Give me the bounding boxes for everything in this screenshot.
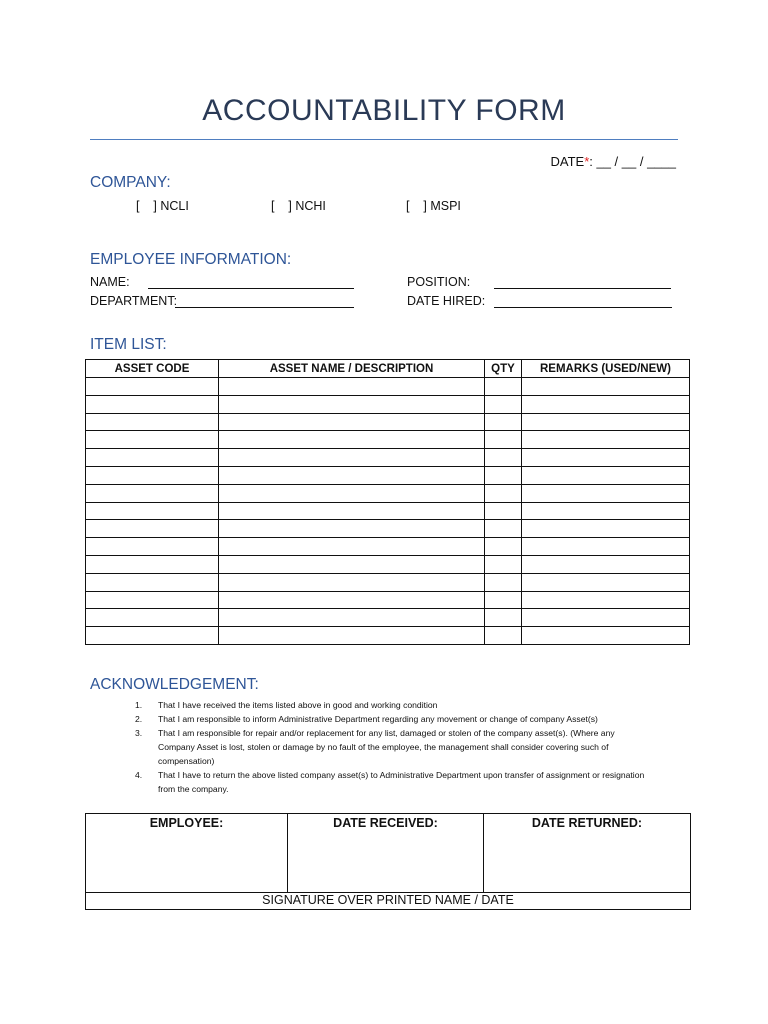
- table-row[interactable]: [86, 431, 690, 449]
- item-list-heading: ITEM LIST:: [90, 336, 167, 353]
- department-field[interactable]: [175, 295, 354, 308]
- qty-cell[interactable]: [485, 378, 522, 396]
- remarks-cell[interactable]: [522, 591, 690, 609]
- asset-name-cell[interactable]: [219, 466, 485, 484]
- asset-code-cell[interactable]: [86, 609, 219, 627]
- date-field[interactable]: [550, 154, 676, 169]
- remarks-cell[interactable]: [522, 573, 690, 591]
- date-received-cell[interactable]: [288, 814, 484, 893]
- asset-code-cell[interactable]: [86, 431, 219, 449]
- table-row[interactable]: [86, 466, 690, 484]
- remarks-cell[interactable]: [522, 538, 690, 556]
- item-number: 4.: [135, 770, 143, 780]
- acknowledgement-list: [135, 698, 650, 796]
- name-label: NAME:: [90, 275, 130, 289]
- table-row[interactable]: [86, 520, 690, 538]
- asset-name-cell[interactable]: [219, 413, 485, 431]
- item-text: That I am responsible to inform Administrative Department regarding any movement or change of company Asset(s): [158, 714, 598, 724]
- remarks-cell[interactable]: [522, 502, 690, 520]
- list-item: [135, 712, 650, 726]
- asset-code-cell[interactable]: [86, 573, 219, 591]
- signature-caption: SIGNATURE OVER PRINTED NAME / DATE: [86, 893, 691, 910]
- table-row[interactable]: [86, 627, 690, 645]
- position-field[interactable]: [494, 276, 671, 289]
- remarks-cell[interactable]: [522, 466, 690, 484]
- remarks-cell[interactable]: [522, 520, 690, 538]
- remarks-cell[interactable]: [522, 555, 690, 573]
- table-row[interactable]: [86, 502, 690, 520]
- company-heading: COMPANY:: [90, 174, 171, 191]
- date-returned-label: DATE RETURNED:: [531, 816, 643, 830]
- table-row[interactable]: [86, 538, 690, 556]
- qty-cell[interactable]: [485, 484, 522, 502]
- list-item: [135, 698, 650, 712]
- column-asset-code: ASSET CODE: [86, 360, 219, 378]
- qty-cell[interactable]: [485, 555, 522, 573]
- table-row[interactable]: [86, 395, 690, 413]
- column-qty: QTY: [485, 360, 522, 378]
- company-option-mspi[interactable]: [406, 199, 461, 213]
- item-text: That I have received the items listed above in good and working condition: [158, 700, 438, 710]
- qty-cell[interactable]: [485, 627, 522, 645]
- qty-cell[interactable]: [485, 502, 522, 520]
- asset-name-cell[interactable]: [219, 573, 485, 591]
- item-number: 1.: [135, 700, 143, 710]
- remarks-cell[interactable]: [522, 627, 690, 645]
- checkbox-nchi[interactable]: [ ]: [271, 199, 292, 213]
- qty-cell[interactable]: [485, 449, 522, 467]
- asset-name-cell[interactable]: [219, 520, 485, 538]
- qty-cell[interactable]: [485, 538, 522, 556]
- asset-code-cell[interactable]: [86, 466, 219, 484]
- company-option-ncli[interactable]: [136, 199, 189, 213]
- table-row[interactable]: [86, 484, 690, 502]
- asset-code-cell[interactable]: [86, 591, 219, 609]
- asset-code-cell[interactable]: [86, 413, 219, 431]
- asset-code-cell[interactable]: [86, 627, 219, 645]
- list-item: [135, 768, 650, 796]
- asset-code-cell[interactable]: [86, 555, 219, 573]
- asset-code-cell[interactable]: [86, 395, 219, 413]
- employee-signature-cell[interactable]: [86, 814, 288, 893]
- option-label-mspi: MSPI: [430, 199, 461, 213]
- asset-code-cell[interactable]: [86, 378, 219, 396]
- qty-cell[interactable]: [485, 413, 522, 431]
- table-row[interactable]: [86, 591, 690, 609]
- signature-footer-row: [86, 893, 691, 910]
- table-row[interactable]: [86, 449, 690, 467]
- column-remarks: REMARKS (USED/NEW): [522, 360, 690, 378]
- date-hired-field[interactable]: [494, 295, 672, 308]
- qty-cell[interactable]: [485, 431, 522, 449]
- asset-name-cell[interactable]: [219, 627, 485, 645]
- asset-name-cell[interactable]: [219, 609, 485, 627]
- asset-name-cell[interactable]: [219, 431, 485, 449]
- asset-name-cell[interactable]: [219, 449, 485, 467]
- position-label: POSITION:: [407, 275, 471, 289]
- qty-cell[interactable]: [485, 466, 522, 484]
- table-row[interactable]: [86, 573, 690, 591]
- column-asset-name: ASSET NAME / DESCRIPTION: [219, 360, 485, 378]
- asset-code-cell[interactable]: [86, 520, 219, 538]
- table-row[interactable]: [86, 555, 690, 573]
- remarks-cell[interactable]: [522, 449, 690, 467]
- asset-code-cell[interactable]: [86, 502, 219, 520]
- employee-signature-label: EMPLOYEE:: [149, 816, 224, 830]
- qty-cell[interactable]: [485, 573, 522, 591]
- asset-code-cell[interactable]: [86, 484, 219, 502]
- table-row[interactable]: [86, 609, 690, 627]
- date-blank: : __ / __ / ____: [589, 154, 676, 169]
- remarks-cell[interactable]: [522, 395, 690, 413]
- item-list-table: [85, 359, 690, 645]
- employee-info-heading: EMPLOYEE INFORMATION:: [90, 251, 292, 268]
- date-hired-label: DATE HIRED:: [407, 294, 486, 308]
- qty-cell[interactable]: [485, 520, 522, 538]
- remarks-cell[interactable]: [522, 413, 690, 431]
- table-row[interactable]: [86, 378, 690, 396]
- date-received-label: DATE RECEIVED:: [333, 816, 438, 830]
- item-text: That I am responsible for repair and/or replacement for any list, damaged or stolen of the company asset(s). (Where any Company Asset is lost, stolen or damage by no fault of the employee, the management shall consider covering such of compensation): [158, 728, 615, 766]
- table-row[interactable]: [86, 413, 690, 431]
- name-field[interactable]: [148, 276, 354, 289]
- date-label: DATE: [550, 154, 585, 169]
- remarks-cell[interactable]: [522, 431, 690, 449]
- asset-name-cell[interactable]: [219, 395, 485, 413]
- qty-cell[interactable]: [485, 591, 522, 609]
- item-text: That I have to return the above listed company asset(s) to Administrative Department upon transfer of assignment or resignation from the company.: [158, 770, 645, 794]
- asset-name-cell[interactable]: [219, 591, 485, 609]
- required-mark: *: [584, 154, 590, 169]
- form-title: ACCOUNTABILITY FORM: [202, 94, 566, 127]
- asset-name-cell[interactable]: [219, 484, 485, 502]
- signature-table: [85, 813, 691, 910]
- qty-cell[interactable]: [485, 395, 522, 413]
- item-number: 3.: [135, 728, 143, 738]
- department-label: DEPARTMENT:: [90, 294, 178, 308]
- asset-name-cell[interactable]: [219, 502, 485, 520]
- table-header-row: [86, 360, 690, 378]
- asset-name-cell[interactable]: [219, 555, 485, 573]
- asset-code-cell[interactable]: [86, 538, 219, 556]
- date-returned-cell[interactable]: [484, 814, 691, 893]
- checkbox-ncli[interactable]: [ ]: [136, 199, 157, 213]
- signature-row: [86, 814, 691, 893]
- company-option-nchi[interactable]: [271, 199, 326, 213]
- checkbox-mspi[interactable]: [ ]: [406, 199, 427, 213]
- option-label-nchi: NCHI: [295, 199, 326, 213]
- asset-name-cell[interactable]: [219, 538, 485, 556]
- qty-cell[interactable]: [485, 609, 522, 627]
- remarks-cell[interactable]: [522, 378, 690, 396]
- item-number: 2.: [135, 714, 143, 724]
- option-label-ncli: NCLI: [160, 199, 189, 213]
- remarks-cell[interactable]: [522, 609, 690, 627]
- asset-code-cell[interactable]: [86, 449, 219, 467]
- list-item: [135, 726, 650, 768]
- asset-name-cell[interactable]: [219, 378, 485, 396]
- remarks-cell[interactable]: [522, 484, 690, 502]
- acknowledgement-heading: ACKNOWLEDGEMENT:: [90, 676, 259, 693]
- title-divider: [90, 139, 678, 140]
